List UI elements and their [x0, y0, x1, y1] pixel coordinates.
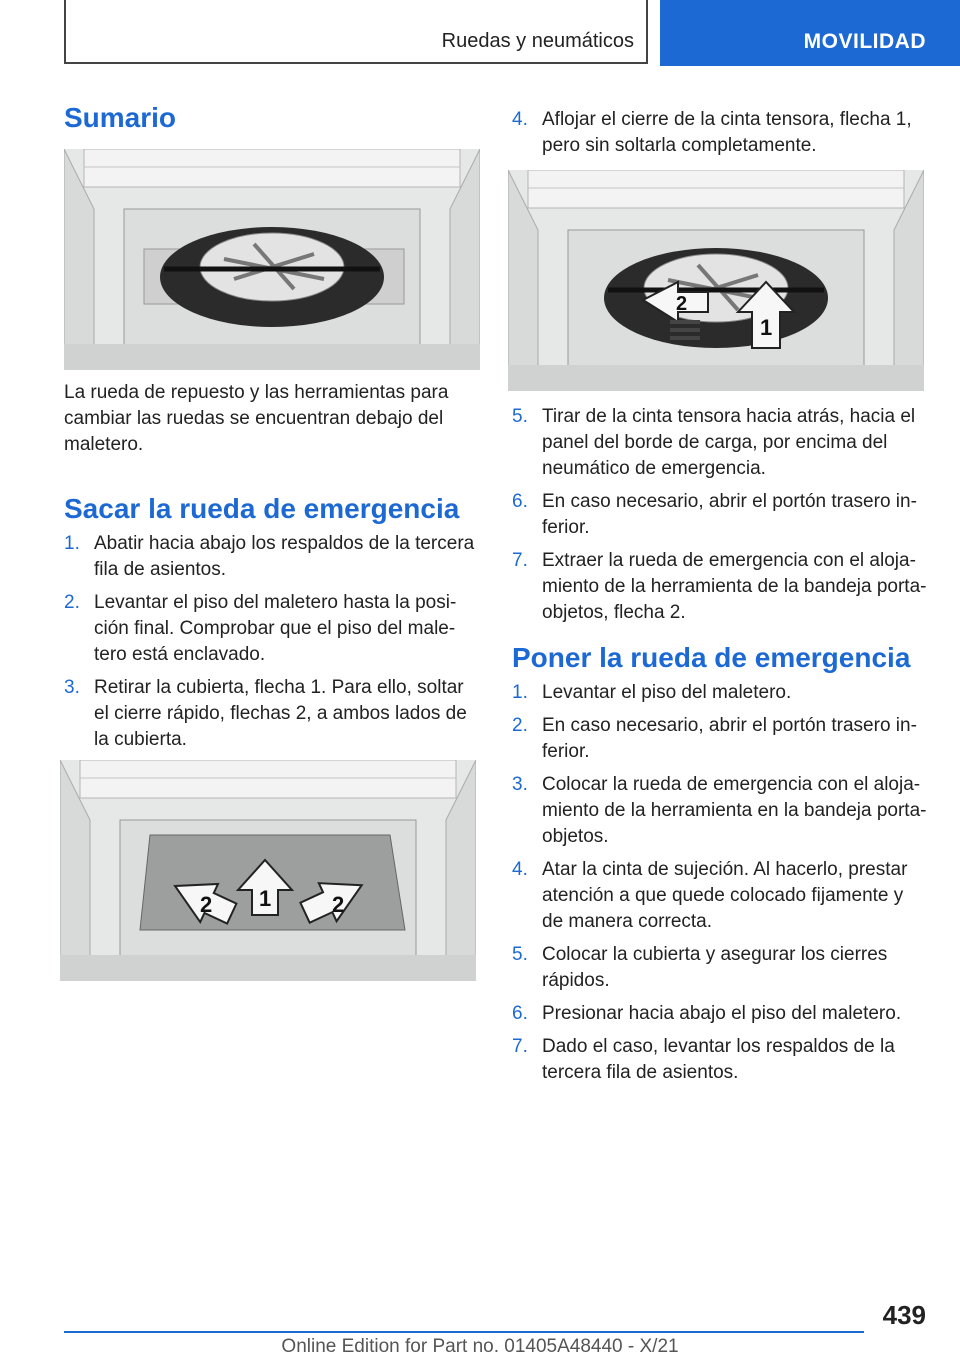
- figure-label: 2: [200, 892, 213, 917]
- step-item: [512, 713, 928, 765]
- step-number: 1.: [512, 682, 528, 703]
- step-number: 7.: [512, 550, 528, 571]
- step-text: En caso necesario, abrir el portón trasero inferior.: [542, 491, 917, 538]
- step-item: [512, 1001, 928, 1027]
- steps-continue-list-a: [512, 107, 928, 166]
- summary-text: La rueda de repuesto y las herramientas para cambiar las ruedas se encuentran debajo del maletero.: [64, 382, 449, 455]
- step-number: 3.: [512, 774, 528, 795]
- step-item: [64, 590, 480, 668]
- step-number: 4.: [512, 859, 528, 880]
- step-text: Atar la cinta de sujeción. Al hacerlo, prestar atención a que quede colocado fijamente y de manera correcta.: [542, 859, 908, 932]
- step-text: Retirar la cubierta, flecha 1. Para ello, soltar el cierre rápido, flechas 2, a ambos lados de la cubierta.: [94, 677, 467, 750]
- step-number: 6.: [512, 491, 528, 512]
- figure-cover-removal: [60, 760, 476, 981]
- step-item: [512, 489, 928, 541]
- step-item: [512, 548, 928, 626]
- figure-label: 1: [259, 886, 272, 911]
- step-text: Colocar la cubierta y asegurar los cierres rápidos.: [542, 944, 888, 991]
- step-text: En caso necesario, abrir el portón trasero inferior.: [542, 715, 917, 762]
- step-item: [512, 107, 928, 159]
- step-text: Levantar el piso del maletero.: [542, 682, 792, 703]
- step-item: [512, 680, 928, 706]
- heading-summary: Sumario: [64, 102, 177, 133]
- step-text: Presionar hacia abajo el piso del maletero.: [542, 1003, 902, 1024]
- figure-strap-release: [508, 170, 924, 391]
- page-number: 439: [882, 1300, 926, 1330]
- footer-edition: Online Edition for Part no. 01405A48440 - X/21: [281, 1336, 679, 1357]
- step-number: 5.: [512, 406, 528, 427]
- figure-spare-wheel-overview: [64, 149, 480, 370]
- section-title: Ruedas y neumáticos: [441, 30, 634, 52]
- step-text: Abatir hacia abajo los respaldos de la tercera fila de asientos.: [94, 533, 475, 580]
- step-number: 3.: [64, 677, 80, 698]
- heading-remove-spare: Sacar la rueda de emergencia: [64, 493, 460, 524]
- step-item: [512, 1034, 928, 1086]
- step-item: [512, 857, 928, 935]
- chapter-tab[interactable]: [660, 0, 960, 66]
- step-text: Aflojar el cierre de la cinta tensora, flecha 1, pero sin soltarla completamente.: [542, 109, 912, 156]
- step-number: 1.: [64, 533, 80, 554]
- step-item: [64, 531, 480, 583]
- step-text: Extraer la rueda de emergencia con el alojamiento de la herramienta de la bandeja portaobjetos, flecha 2.: [542, 550, 927, 623]
- step-number: 6.: [512, 1003, 528, 1024]
- heading-install-spare: Poner la rueda de emergencia: [512, 642, 911, 673]
- step-text: Dado el caso, levantar los respaldos de la tercera fila de asientos.: [542, 1036, 895, 1083]
- step-number: 7.: [512, 1036, 528, 1057]
- figure-label: 2: [676, 293, 688, 315]
- step-number: 2.: [64, 592, 80, 613]
- step-item: [64, 675, 480, 753]
- figure-label: 2: [332, 892, 345, 917]
- steps-continue-list-b: [512, 404, 928, 633]
- steps-install-list: [512, 680, 928, 1093]
- figure-label: 1: [760, 315, 773, 340]
- footer-divider: [64, 1331, 864, 1333]
- step-number: 5.: [512, 944, 528, 965]
- step-text: Levantar el piso del maletero hasta la posición final. Comprobar que el piso del maletero está enclavado.: [94, 592, 457, 665]
- header-section-box: [64, 0, 648, 64]
- step-text: Colocar la rueda de emergencia con el alojamiento de la herramienta en la bandeja portaobjetos.: [542, 774, 927, 847]
- step-number: 2.: [512, 715, 528, 736]
- step-number: 4.: [512, 109, 528, 130]
- steps-remove-list: [64, 531, 480, 760]
- step-item: [512, 772, 928, 850]
- step-item: [512, 942, 928, 994]
- step-text: Tirar de la cinta tensora hacia atrás, hacia el panel del borde de carga, por encima del neumático de emergencia.: [542, 406, 916, 479]
- step-item: [512, 404, 928, 482]
- chapter-title: MOVILIDAD: [803, 30, 926, 53]
